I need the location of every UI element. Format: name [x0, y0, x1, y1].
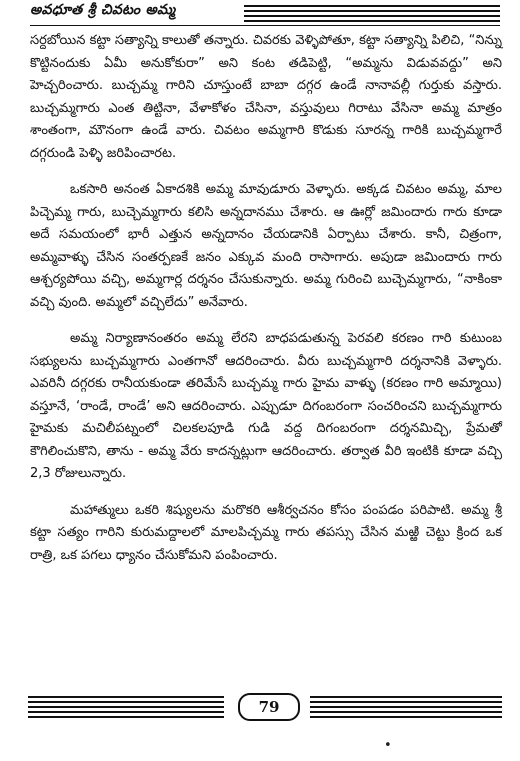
paragraph: మహాత్ములు ఒకరి శిష్యులను మరొకరి ఆశీర్వచనం కోసం పంపడం పరిపాటి. అమ్మ శ్రీ కట్టా సత్యం గారిని కురుమద్దాలలో మాలపిచ్చమ్మ గారు తపస్సు చేసిన మఱ్ఱి చెట్టు క్రింద ఒక రాత్రి, ఒక పగలు ధ్యానం చేసుకోమని పంపించారు. [30, 502, 502, 563]
footer-rule [28, 706, 224, 708]
footer-rule [28, 716, 224, 718]
header-rule [244, 20, 500, 22]
paragraph: ఒకసారి అనంత ఏకాదశికి అమ్మ మావుడూరు వెళ్ళారు. అక్కడ చివటం అమ్మ, మాల పిచ్చెమ్మ గారు, బుచ్చెమ్మగారు కలిసి అన్నదానము చేశారు. ఆ ఊర్లో జమిందారు గారు కూడా అదే సమయంలో భారీ ఎత్తున అన్నదానం చేయడానికి ఏర్పాటు చేశారు. కానీ, చిత్రంగా, అమ్మవాళ్ళు చేసిన సంతర్పణకే జనం ఎక్కువ మంది రాసాగారు. అపుడా జమిందారు గారు ఆశ్చర్యపోయి వచ్చి, అమ్మగార్ల దర్శనం చేసుకున్నారు. అమ్మ గురించి బుచ్చెమ్మగారు, “నాకింకా వచ్చి వుంది. అమ్మలో వచ్చిలేదు” అనేవారు. [30, 182, 502, 310]
running-title: అవధూత శ్రీ చివటం అమ్మ [30, 2, 176, 18]
header-rule [244, 5, 500, 7]
body-text [30, 30, 502, 581]
page-header [30, 0, 500, 28]
footer-rule [310, 701, 502, 703]
footer-rule [310, 706, 502, 708]
footer-rule [310, 696, 502, 698]
ink-speck: • [384, 738, 392, 753]
footer-rule [28, 711, 224, 713]
paragraph: అమ్మ నిర్యాణానంతరం అమ్మ లేరని బాధపడుతున్న పెరవలి కరణం గారి కుటుంబ సభ్యులను బుచ్చమ్మగారు ఎంతగానో ఆదరించారు. వీరు బుచ్చమ్మగారి దర్శనానికి వెళ్ళారు. ఎవరినీ దగ్గరకు రానీయకుండా తరిమేసే బుచ్చమ్మ గారు హైమ వాళ్ళు (కరణం గారి అమ్మాయి) వస్తూనే, ‘రాండే, రాండే’ అని ఆదరించారు. ఎప్పుడూ దిగంబరంగా సంచరించని బుచ్చమ్మగారు హైమకు మచిలీపట్నంలో చిలకలపూడి గుడి వద్ద దిగంబరంగా దర్శనమిచ్చి, ప్రేమతో కౌగిలించుకొని, తాను - అమ్మ వేరు కాదన్నట్లుగా ఆదరించారు. తర్వాత వీరి ఇంటికి కూడా వచ్చి 2,3 రోజులున్నారు. [30, 331, 502, 481]
footer-rule [310, 711, 502, 713]
header-rule [244, 10, 500, 12]
footer-rule [310, 716, 502, 718]
footer-rule [28, 696, 224, 698]
header-baseline [30, 25, 500, 26]
page-footer [28, 690, 502, 722]
page-number: 79 [238, 693, 300, 721]
header-rule [244, 15, 500, 17]
footer-rule [28, 701, 224, 703]
paragraph: సర్దబోయిన కట్టా సత్యాన్ని కాలుతో తన్నారు. చివరకు వెళ్ళిపోతూ, కట్టా సత్యాన్ని పిలిచి, “నిన్ను కొట్టినందుకు ఏమీ అనుకోకురా” అని కంట తడిపెట్టి, “అమ్మను విడువవద్దు” అని హెచ్చరించారు. బుచ్చమ్మ గారిని చూస్తుంటే బాబా దగ్గర ఉండే నానావల్లీ గుర్తుకు వస్తారు. బుచ్చమ్మగారు ఎంత తిట్టినా, వేళాకోళం చేసినా, వస్తువులు గిరాటు వేసినా అమ్మ మాత్రం శాంతంగా, మౌనంగా ఉండే వారు. చివటం అమ్మగారి కొడుకు సూరన్న గారికి బుచ్చమ్మగారే దగ్గరుండి పెళ్ళి జరిపించారట. [30, 33, 502, 161]
